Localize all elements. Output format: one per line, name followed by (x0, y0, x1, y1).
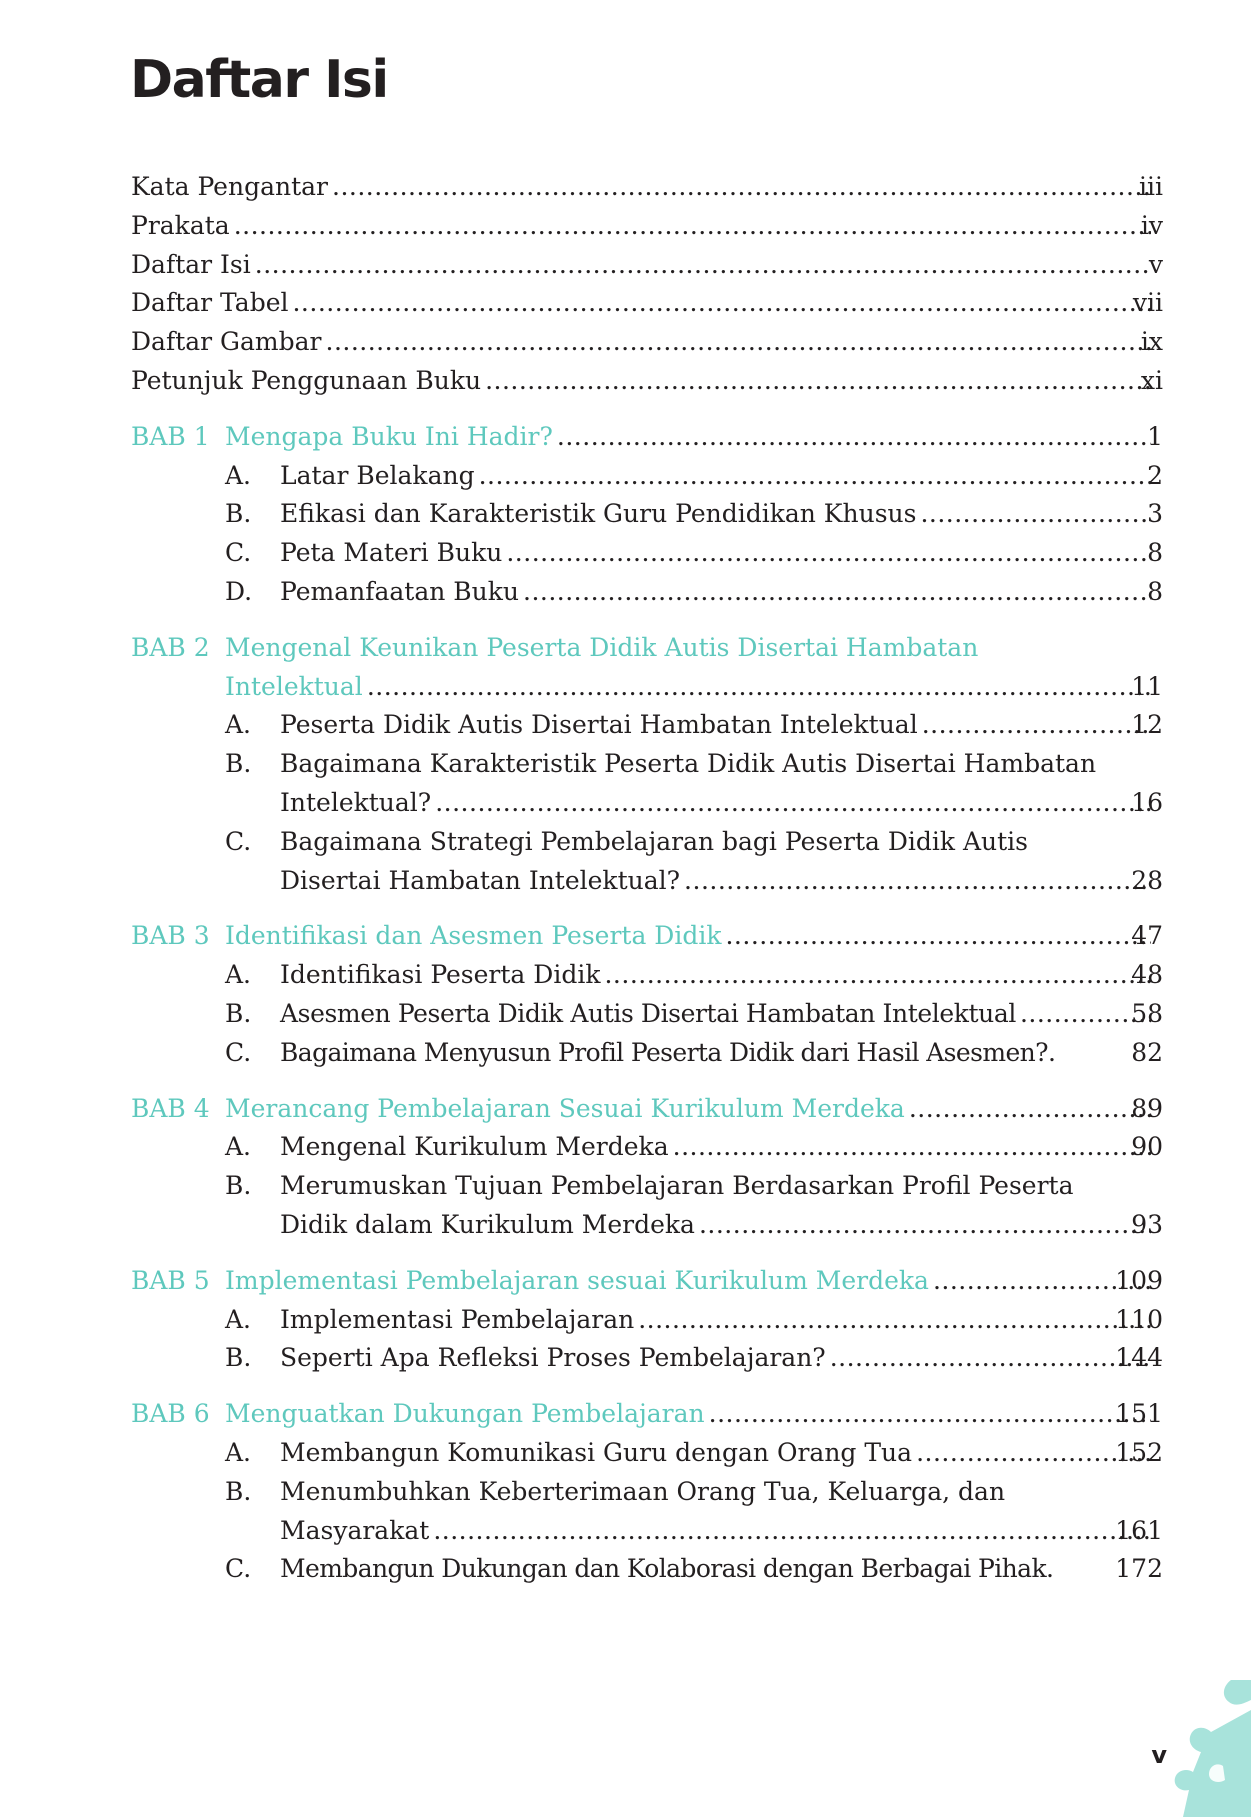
toc-entry-daftar-isi[interactable] (131, 246, 1163, 285)
section-entry-cont[interactable] (131, 1206, 1163, 1245)
section-entry[interactable] (131, 745, 1163, 784)
dot-leader (699, 1206, 1151, 1245)
section-entry[interactable] (131, 1301, 1163, 1340)
table-of-contents (131, 168, 1163, 1589)
section-letter: B. (225, 1171, 252, 1201)
section-page: 28 (1131, 865, 1163, 895)
section-title-line2: Disertai Hambatan Intelektual? (280, 865, 681, 895)
section-entry[interactable] (131, 995, 1163, 1034)
section-page: 152 (1115, 1437, 1163, 1467)
chapter-page: 89 (1131, 1093, 1163, 1123)
chapter-page: 151 (1115, 1399, 1163, 1429)
section-title: Membangun Komunikasi Guru dengan Orang Tua (280, 1437, 913, 1467)
section-page: 58 (1131, 998, 1163, 1028)
section-entry[interactable] (131, 534, 1163, 573)
chapter-title-line1: Mengenal Keunikan Peserta Didik Autis Disertai Hambatan (225, 632, 979, 662)
chapter-title: Merancang Pembelajaran Sesuai Kurikulum Merdeka (225, 1093, 905, 1123)
toc-entry-label: Petunjuk Penggunaan Buku (131, 365, 482, 395)
dot-leader (506, 534, 1151, 573)
dot-leader (332, 168, 1151, 207)
section-letter: A. (225, 460, 252, 490)
section-title-line2: Didik dalam Kurikulum Merdeka (280, 1209, 695, 1239)
chapter-page: 1 (1147, 421, 1163, 451)
toc-entry-petunjuk[interactable] (131, 362, 1163, 401)
toc-entry-prakata[interactable] (131, 207, 1163, 246)
page-number: v (1151, 1741, 1167, 1769)
section-entry[interactable] (131, 1167, 1163, 1206)
section-entry[interactable] (131, 706, 1163, 745)
section-entry[interactable] (131, 1550, 1163, 1589)
section-page: 48 (1131, 960, 1163, 990)
section-entry[interactable] (131, 956, 1163, 995)
section-page: 2 (1147, 460, 1163, 490)
section-page: 3 (1147, 499, 1163, 529)
section-entry[interactable] (131, 1034, 1163, 1073)
section-letter: A. (225, 1304, 252, 1334)
section-page: 90 (1131, 1132, 1163, 1162)
section-letter: B. (225, 1476, 252, 1506)
page-title: Daftar Isi (130, 50, 388, 110)
toc-entry-kata-pengantar[interactable] (131, 168, 1163, 207)
section-entry-cont[interactable] (131, 784, 1163, 823)
section-letter: A. (225, 710, 252, 740)
section-letter: C. (225, 826, 252, 856)
section-title-line1: Merumuskan Tujuan Pembelajaran Berdasarkan Profil Peserta (280, 1171, 1074, 1201)
section-title: Peta Materi Buku (280, 538, 503, 568)
toc-entry-page: ix (1140, 327, 1163, 357)
chapter-4-entry[interactable] (131, 1090, 1163, 1129)
dot-leader (326, 323, 1152, 362)
section-title: Implementasi Pembelajaran (280, 1304, 635, 1334)
dot-leader (604, 956, 1151, 995)
dot-leader (485, 362, 1151, 401)
chapter-title: Implementasi Pembelajaran sesuai Kurikulum Merdeka (225, 1265, 929, 1295)
section-entry[interactable] (131, 1128, 1163, 1167)
dot-leader (367, 668, 1151, 707)
section-entry[interactable] (131, 1339, 1163, 1378)
dot-leader (255, 246, 1151, 285)
section-page: 172 (1115, 1554, 1163, 1584)
dot-leader (523, 573, 1151, 612)
section-letter: A. (225, 1437, 252, 1467)
dot-leader (709, 1395, 1151, 1434)
section-title: Identifikasi Peserta Didik (280, 960, 601, 990)
section-entry[interactable] (131, 1473, 1163, 1512)
section-page: 16 (1131, 787, 1163, 817)
section-title-line1: Bagaimana Strategi Pembelajaran bagi Peserta Didik Autis (280, 826, 1028, 856)
section-letter: B. (225, 1343, 252, 1373)
chapter-5-entry[interactable] (131, 1262, 1163, 1301)
toc-entry-daftar-tabel[interactable] (131, 284, 1163, 323)
chapter-page: 109 (1115, 1265, 1163, 1295)
chapter-2-entry[interactable] (131, 629, 1163, 668)
section-title-line2: Masyarakat (280, 1515, 430, 1545)
section-title-line2: Intelektual? (280, 787, 432, 817)
dot-leader (557, 418, 1151, 457)
section-page: 110 (1115, 1304, 1163, 1334)
section-letter: B. (225, 499, 252, 529)
dot-leader (435, 784, 1151, 823)
section-entry[interactable] (131, 823, 1163, 862)
section-letter: A. (225, 1132, 252, 1162)
section-letter: A. (225, 960, 252, 990)
section-title: Peserta Didik Autis Disertai Hambatan Intelektual (280, 710, 918, 740)
puzzle-piece-icon (1171, 1680, 1251, 1817)
section-title: Latar Belakang (280, 460, 475, 490)
dot-leader (433, 1512, 1151, 1551)
chapter-number: BAB 3 (131, 921, 210, 951)
section-title: Membangun Dukungan dan Kolaborasi dengan Berbagai Pihak. (280, 1554, 1054, 1584)
chapter-1-entry[interactable] (131, 418, 1163, 457)
toc-entry-page: v (1148, 249, 1163, 279)
section-entry[interactable] (131, 457, 1163, 496)
section-letter: B. (225, 998, 252, 1028)
section-page: 161 (1115, 1515, 1163, 1545)
chapter-number: BAB 4 (131, 1093, 210, 1123)
dot-leader (234, 207, 1151, 246)
toc-entry-label: Daftar Isi (131, 249, 251, 279)
section-title: Efikasi dan Karakteristik Guru Pendidikan Khusus (280, 499, 917, 529)
toc-entry-page: vii (1132, 288, 1163, 318)
chapter-title: Mengapa Buku Ini Hadir? (225, 421, 553, 451)
section-entry-cont[interactable] (131, 862, 1163, 901)
section-title: Asesmen Peserta Didik Autis Disertai Hambatan Intelektual (280, 998, 1016, 1028)
chapter-6-entry[interactable] (131, 1395, 1163, 1434)
chapter-number: BAB 6 (131, 1399, 210, 1429)
section-page: 82 (1131, 1037, 1163, 1067)
section-letter: C. (225, 1554, 252, 1584)
section-title-line1: Menumbuhkan Keberterimaan Orang Tua, Keluarga, dan (280, 1476, 1006, 1506)
toc-entry-label: Prakata (131, 210, 230, 240)
section-letter: C. (225, 538, 252, 568)
section-title: Seperti Apa Refleksi Proses Pembelajaran? (280, 1343, 826, 1373)
toc-entry-page: iii (1139, 172, 1163, 201)
section-entry[interactable] (131, 573, 1163, 612)
section-letter: B. (225, 749, 252, 779)
section-title: Bagaimana Menyusun Profil Peserta Didik dari Hasil Asesmen?. (280, 1037, 1056, 1067)
dot-leader (292, 284, 1151, 323)
chapter-number: BAB 5 (131, 1265, 210, 1295)
chapter-number: BAB 2 (131, 632, 210, 662)
dot-leader (673, 1128, 1151, 1167)
dot-leader (684, 862, 1151, 901)
toc-entry-label: Kata Pengantar (131, 172, 328, 201)
section-entry-cont[interactable] (131, 1512, 1163, 1551)
section-letter: C. (225, 1037, 252, 1067)
toc-entry-page: xi (1140, 365, 1163, 395)
toc-entry-label: Daftar Gambar (131, 327, 322, 357)
section-title-line1: Bagaimana Karakteristik Peserta Didik Autis Disertai Hambatan (280, 749, 1097, 779)
dot-leader (479, 457, 1151, 496)
chapter-title-line2: Intelektual (225, 671, 363, 701)
section-entry[interactable] (131, 1434, 1163, 1473)
dot-leader (638, 1301, 1151, 1340)
toc-entry-page: iv (1140, 210, 1163, 240)
section-page: 93 (1131, 1209, 1163, 1239)
section-title: Mengenal Kurikulum Merdeka (280, 1132, 669, 1162)
toc-entry-label: Daftar Tabel (131, 288, 289, 318)
chapter-page: 47 (1131, 921, 1163, 951)
section-page: 12 (1131, 710, 1163, 740)
toc-entry-daftar-gambar[interactable] (131, 323, 1163, 362)
chapter-page: 11 (1131, 671, 1163, 701)
section-page: 8 (1147, 576, 1163, 606)
chapter-title: Identifikasi dan Asesmen Peserta Didik (225, 921, 722, 951)
section-letter: D. (225, 576, 253, 606)
chapter-number: BAB 1 (131, 421, 210, 451)
chapter-2-entry-cont[interactable] (131, 668, 1163, 707)
chapter-title: Menguatkan Dukungan Pembelajaran (225, 1399, 705, 1429)
section-title: Pemanfaatan Buku (280, 576, 519, 606)
dot-leader (725, 917, 1151, 956)
section-page: 144 (1115, 1343, 1163, 1373)
section-page: 8 (1147, 538, 1163, 568)
section-entry[interactable] (131, 495, 1163, 534)
chapter-3-entry[interactable] (131, 917, 1163, 956)
